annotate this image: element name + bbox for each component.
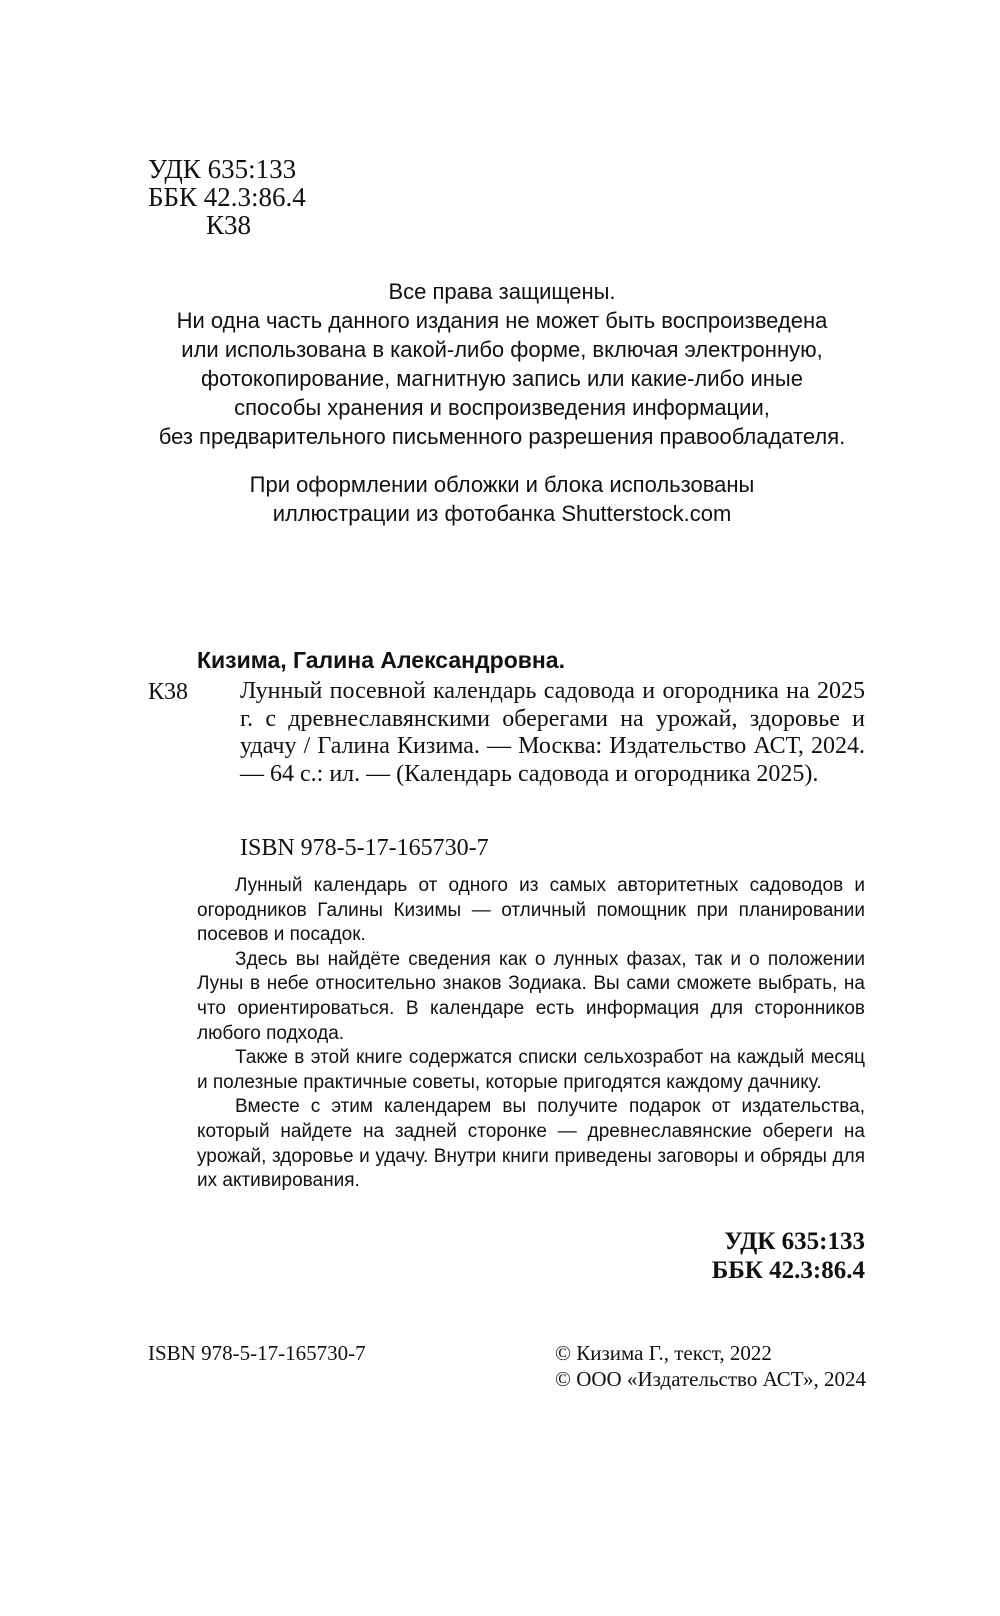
copyright-block [555,1340,866,1392]
top-classification-codes [148,155,306,239]
bibliographic-description: Лунный посевной календарь садовода и огородника на 2025 г. с древнеславянскими оберегами на урожай, здоровье и удачу / Галина Кизима. — Москва: Издательство АСТ, 2024. — 64 с.: ил. — (Календарь садовода и огородника 2025). [240,678,865,787]
annotation-paragraph: Здесь вы найдёте сведения как о лунных фазах, так и о положении Луны в небе относительно знаков Зодиака. Вы сами сможете выбрать, на что ориентироваться. В календаре есть информация для сторонников любого подхода. [197,948,865,1044]
rights-notice [110,277,894,451]
udk-code: УДК 635:133 [148,154,297,184]
annotation-paragraph: Вместе с этим календарем вы получите подарок от издательства, который найдете на задней сторонке — древнеславянские обереги на урожай, здоровье и удачу. Внутри книги приведены заговоры и обряды для их активирования. [197,1096,865,1192]
catalog-author: Кизима, Галина Александровна. [197,647,565,673]
udk-code-bold: УДК 635:133 [724,1228,865,1255]
rights-line: способы хранения и воспроизведения информации, [234,395,770,420]
copyright-publisher: © ООО «Издательство АСТ», 2024 [555,1367,866,1391]
catalog-isbn: ISBN 978-5-17-165730-7 [240,835,489,861]
annotation [197,874,865,1194]
bbk-code-bold: ББК 42.3:86.4 [711,1257,865,1284]
illustrations-line: иллюстрации из фотобанка Shutterstock.com [272,501,732,526]
annotation-paragraph: Лунный календарь от одного из самых авторитетных садоводов и огородников Галины Кизимы — отличный помощник при планировании посевов и посадок. [197,875,865,946]
catalog-author-mark: К38 [148,679,189,705]
rights-line: фотокопирование, магнитную запись или какие-либо иные [201,366,803,391]
bbk-code: ББК 42.3:86.4 [148,182,306,212]
illustrations-notice [110,470,894,528]
rights-line: Все права защищены. [388,279,616,304]
rights-line: Ни одна часть данного издания не может быть воспроизведена [176,308,828,333]
copyright-author: © Кизима Г., текст, 2022 [555,1341,772,1365]
bottom-classification-codes [500,1227,865,1285]
rights-line: или использована в какой-либо форме, включая электронную, [181,337,823,362]
author-mark: К38 [206,210,252,240]
footer-isbn: ISBN 978-5-17-165730-7 [148,1341,366,1365]
illustrations-line: При оформлении обложки и блока использованы [249,472,755,497]
rights-line: без предварительного письменного разрешения правообладателя. [158,424,846,449]
annotation-paragraph: Также в этой книге содержатся списки сельхозработ на каждый месяц и полезные практичные советы, которые пригодятся каждому дачнику. [197,1047,865,1093]
